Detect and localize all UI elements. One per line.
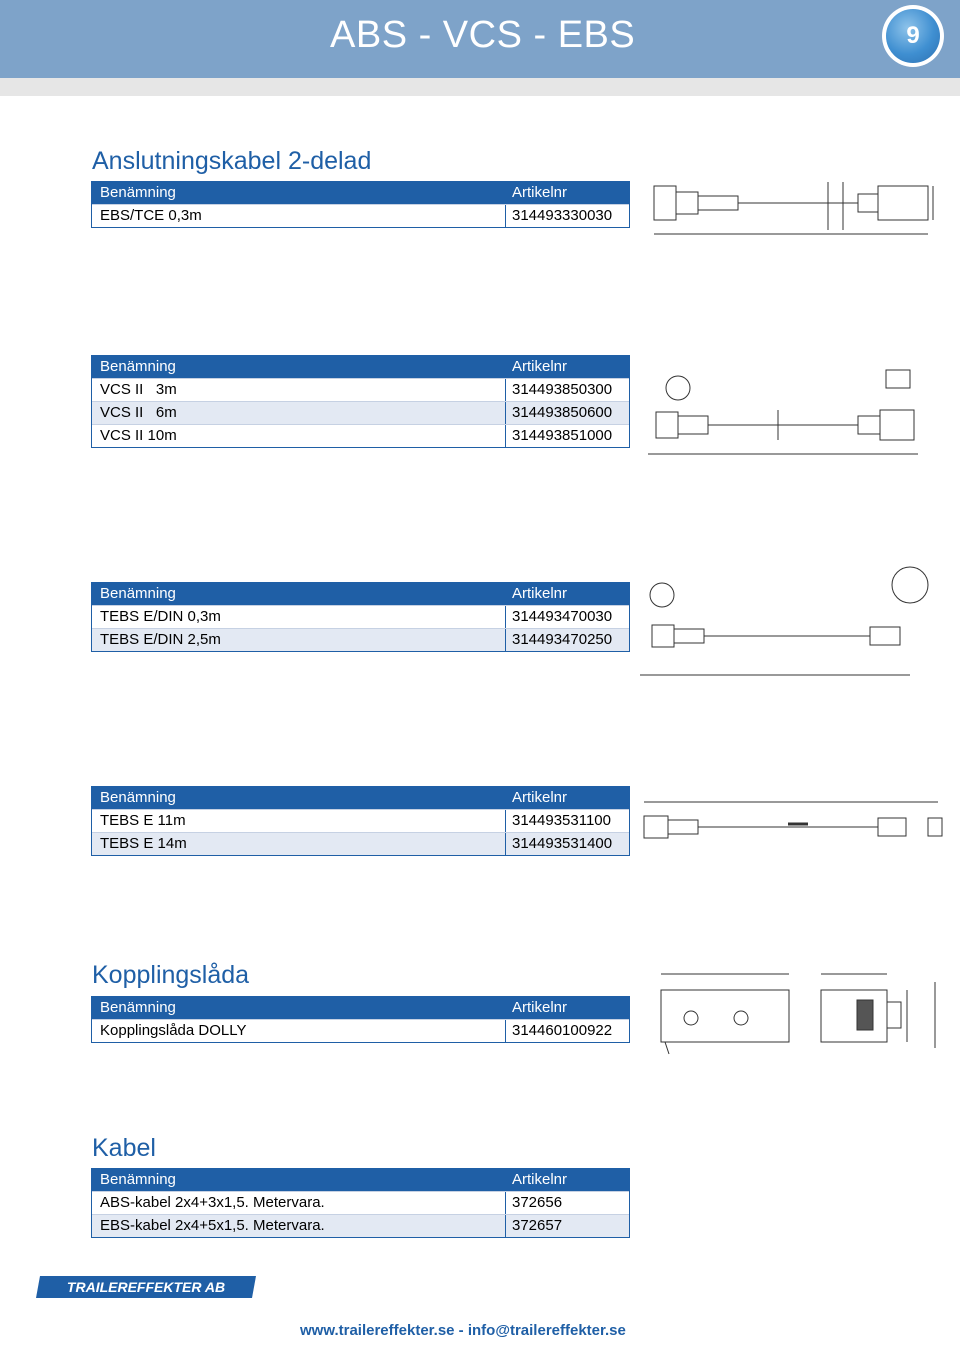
cell-benamning: Kopplingslåda DOLLY [100, 1022, 247, 1039]
cell-artikelnr: 314493470030 [512, 608, 613, 625]
table-row [92, 605, 629, 628]
table-header [92, 997, 629, 1019]
table-row [92, 628, 629, 651]
cable-drawing-tebs-din [640, 545, 950, 685]
col-header-benamning: Benämning [100, 358, 176, 375]
col-header-benamning: Benämning [100, 999, 176, 1016]
table-row [92, 1214, 629, 1237]
cell-artikelnr: 372656 [512, 1194, 563, 1211]
table-header [92, 182, 629, 204]
company-logo [36, 1276, 256, 1298]
table-row [92, 401, 629, 424]
cell-artikelnr: 314493531100 [512, 812, 611, 829]
cable-drawing-vcs [648, 350, 948, 462]
cable-drawing-tebs-e [638, 792, 950, 864]
cell-artikelnr: 314493851000 [512, 427, 613, 444]
svg-text:TRAILEREFFEKTER AB: TRAILEREFFEKTER AB [66, 1279, 226, 1295]
junction-box-drawing [645, 962, 945, 1062]
table-row [92, 378, 629, 401]
cable-drawing-ebs-tce [648, 172, 948, 252]
cell-artikelnr: 314460100922 [512, 1022, 613, 1039]
table-vcs [91, 355, 630, 448]
table-row [92, 809, 629, 832]
cell-artikelnr: 314493850300 [512, 381, 613, 398]
col-header-benamning: Benämning [100, 184, 176, 201]
cell-artikelnr: 372657 [512, 1217, 563, 1234]
table-row [92, 832, 629, 855]
page-number-badge [882, 5, 944, 67]
col-header-artikelnr: Artikelnr [512, 999, 568, 1016]
col-header-artikelnr: Artikelnr [512, 585, 568, 602]
section-title-kabel: Kabel [92, 1134, 156, 1162]
section-title-kopplingslada: Kopplingslåda [92, 961, 250, 989]
table-header [92, 787, 629, 809]
table-header [92, 356, 629, 378]
footer-contact: www.trailereffekter.se - info@trailereffekter.se [300, 1322, 626, 1339]
col-header-artikelnr: Artikelnr [512, 184, 568, 201]
col-header-benamning: Benämning [100, 585, 176, 602]
col-header-artikelnr: Artikelnr [512, 358, 568, 375]
cell-benamning: VCS II 6m [100, 404, 177, 421]
page-number: 9 [886, 9, 940, 63]
table-kopplingslada [91, 996, 630, 1043]
cell-benamning: TEBS E 11m [100, 812, 186, 829]
section-title-anslutningskabel: Anslutningskabel 2-delad [92, 147, 372, 175]
col-header-benamning: Benämning [100, 789, 176, 806]
page-title: ABS - VCS - EBS [330, 14, 636, 56]
cell-artikelnr: 314493470250 [512, 631, 613, 648]
table-anslutningskabel [91, 181, 630, 228]
cell-artikelnr: 314493330030 [512, 207, 613, 224]
table-row [92, 1019, 629, 1042]
cell-benamning: TEBS E 14m [100, 835, 187, 852]
table-kabel [91, 1168, 630, 1238]
cell-benamning: ABS-kabel 2x4+3x1,5. Metervara. [100, 1194, 325, 1211]
table-row [92, 204, 629, 227]
table-row [92, 1191, 629, 1214]
table-row [92, 424, 629, 447]
cell-artikelnr: 314493850600 [512, 404, 613, 421]
header-divider [0, 78, 960, 96]
cell-benamning: TEBS E/DIN 0,3m [100, 608, 221, 625]
table-tebs-e [91, 786, 630, 856]
cell-benamning: TEBS E/DIN 2,5m [100, 631, 221, 648]
table-header [92, 583, 629, 605]
col-header-artikelnr: Artikelnr [512, 1171, 568, 1188]
cell-benamning: VCS II 3m [100, 381, 177, 398]
table-header [92, 1169, 629, 1191]
cell-benamning: EBS-kabel 2x4+5x1,5. Metervara. [100, 1217, 325, 1234]
cell-benamning: VCS II 10m [100, 427, 177, 444]
col-header-artikelnr: Artikelnr [512, 789, 568, 806]
table-tebs-din [91, 582, 630, 652]
cell-artikelnr: 314493531400 [512, 835, 613, 852]
cell-benamning: EBS/TCE 0,3m [100, 207, 202, 224]
col-header-benamning: Benämning [100, 1171, 176, 1188]
